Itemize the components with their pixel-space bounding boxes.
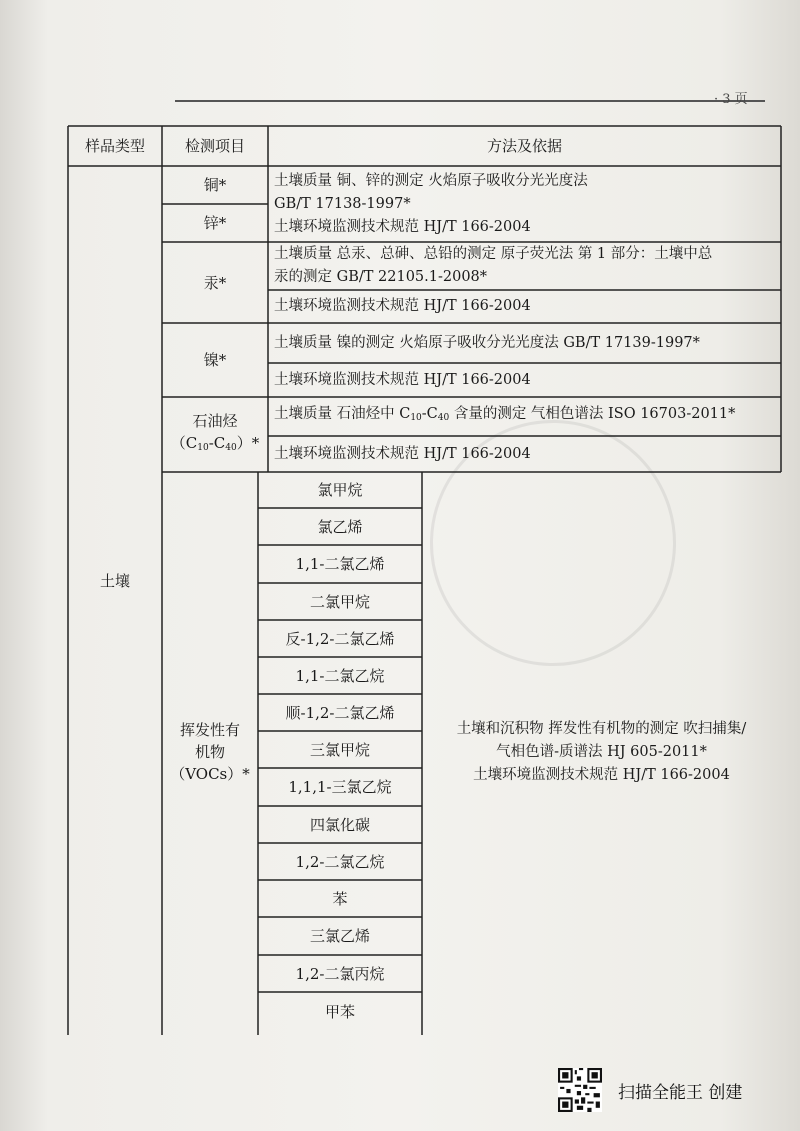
tph-method-sub2: 40 xyxy=(437,413,450,423)
method-line: GB/T 17138-1997* xyxy=(274,195,411,212)
voc-compound: 反-1,2-二氯乙烯 xyxy=(285,629,395,648)
voc-compound: 苯 xyxy=(332,889,348,908)
header-sample-type: 样品类型 xyxy=(84,137,145,155)
tph-name-line1: 石油烃 xyxy=(192,412,238,430)
qr-code-icon xyxy=(558,1068,602,1112)
vocs-name-line: 挥发性有 xyxy=(179,721,240,739)
method-line: 土壤环境监测技术规范 HJ/T 166-2004 xyxy=(274,218,531,235)
tph-sub1: 10 xyxy=(197,443,209,453)
voc-compound: 三氯乙烯 xyxy=(309,927,370,945)
voc-compound: 二氯甲烷 xyxy=(309,592,370,611)
method-tph-1 xyxy=(268,397,781,436)
method-line: 土壤质量 镍的测定 火焰原子吸收分光光度法 GB/T 17139-1997* xyxy=(274,334,700,351)
method-line: 气相色谱-质谱法 HJ 605-2011* xyxy=(496,743,707,760)
voc-compound: 1,1-二氯乙烯 xyxy=(295,555,385,573)
tph-open: （C xyxy=(170,434,198,452)
voc-compound: 氯乙烯 xyxy=(317,517,363,536)
vocs-name-line: 机物 xyxy=(194,743,225,761)
scanner-credit: 扫描全能王 创建 xyxy=(618,1082,743,1103)
method-copper-zinc xyxy=(268,166,781,242)
sample-type-soil: 土壤 xyxy=(99,572,130,590)
voc-compound: 四氯化碳 xyxy=(309,815,370,834)
tph-method-sub1: 10 xyxy=(410,413,422,423)
voc-compound: 1,1,1-三氯乙烷 xyxy=(288,778,392,796)
page-number: · 3 页 xyxy=(714,92,748,107)
method-line: 土壤环境监测技术规范 HJ/T 166-2004 xyxy=(274,371,531,388)
voc-compound: 1,2-二氯丙烷 xyxy=(295,964,385,983)
method-line: 土壤质量 总汞、总砷、总铅的测定 原子荧光法 第 1 部分：土壤中总 xyxy=(274,246,713,262)
voc-compound: 甲苯 xyxy=(324,1003,355,1021)
tph-method-post: 含量的测定 气相色谱法 ISO 16703-2011* xyxy=(449,406,736,422)
method-line: 土壤质量 铜、锌的测定 火焰原子吸收分光光度法 xyxy=(274,172,588,189)
item-copper: 铜* xyxy=(203,176,227,194)
voc-compound: 氯甲烷 xyxy=(317,481,363,499)
item-mercury: 汞* xyxy=(203,273,227,292)
voc-compound: 1,1-二氯乙烷 xyxy=(295,666,385,685)
vocs-name-line: （VOCs）* xyxy=(170,765,250,783)
voc-compound: 顺-1,2-二氯乙烯 xyxy=(285,703,395,722)
item-zinc: 锌* xyxy=(203,214,227,232)
method-line: 土壤环境监测技术规范 HJ/T 166-2004 xyxy=(473,766,730,783)
item-nickel: 镍* xyxy=(203,351,227,369)
tph-name-line2 xyxy=(171,432,259,459)
method-mercury-1 xyxy=(268,242,781,290)
method-nickel-2 xyxy=(268,363,781,397)
method-line xyxy=(274,403,735,430)
header-test-item: 检测项目 xyxy=(184,137,245,155)
method-tph-2 xyxy=(268,436,781,472)
method-mercury-2 xyxy=(268,290,781,323)
method-nickel-1 xyxy=(268,323,781,363)
method-line: 土壤环境监测技术规范 HJ/T 166-2004 xyxy=(274,445,531,462)
item-vocs xyxy=(162,472,258,1032)
tph-sub2: 40 xyxy=(225,443,237,453)
method-line: 汞的测定 GB/T 22105.1-2008* xyxy=(274,269,488,285)
scanner-footer xyxy=(558,1068,742,1112)
tph-dash: -C xyxy=(208,434,226,452)
tph-close: ）* xyxy=(236,434,260,452)
tph-method-mid: -C xyxy=(421,406,438,422)
method-line: 土壤和沉积物 挥发性有机物的测定 吹扫捕集/ xyxy=(456,720,747,737)
method-vocs xyxy=(422,472,781,1032)
tph-method-pre: 土壤质量 石油烃中 C xyxy=(274,406,411,422)
header-method: 方法及依据 xyxy=(486,137,562,155)
voc-compound: 1,2-二氯乙烷 xyxy=(295,852,385,871)
item-petroleum-hydrocarbons xyxy=(162,397,268,472)
method-line: 土壤环境监测技术规范 HJ/T 166-2004 xyxy=(274,298,531,314)
voc-compound: 三氯甲烷 xyxy=(309,740,370,759)
